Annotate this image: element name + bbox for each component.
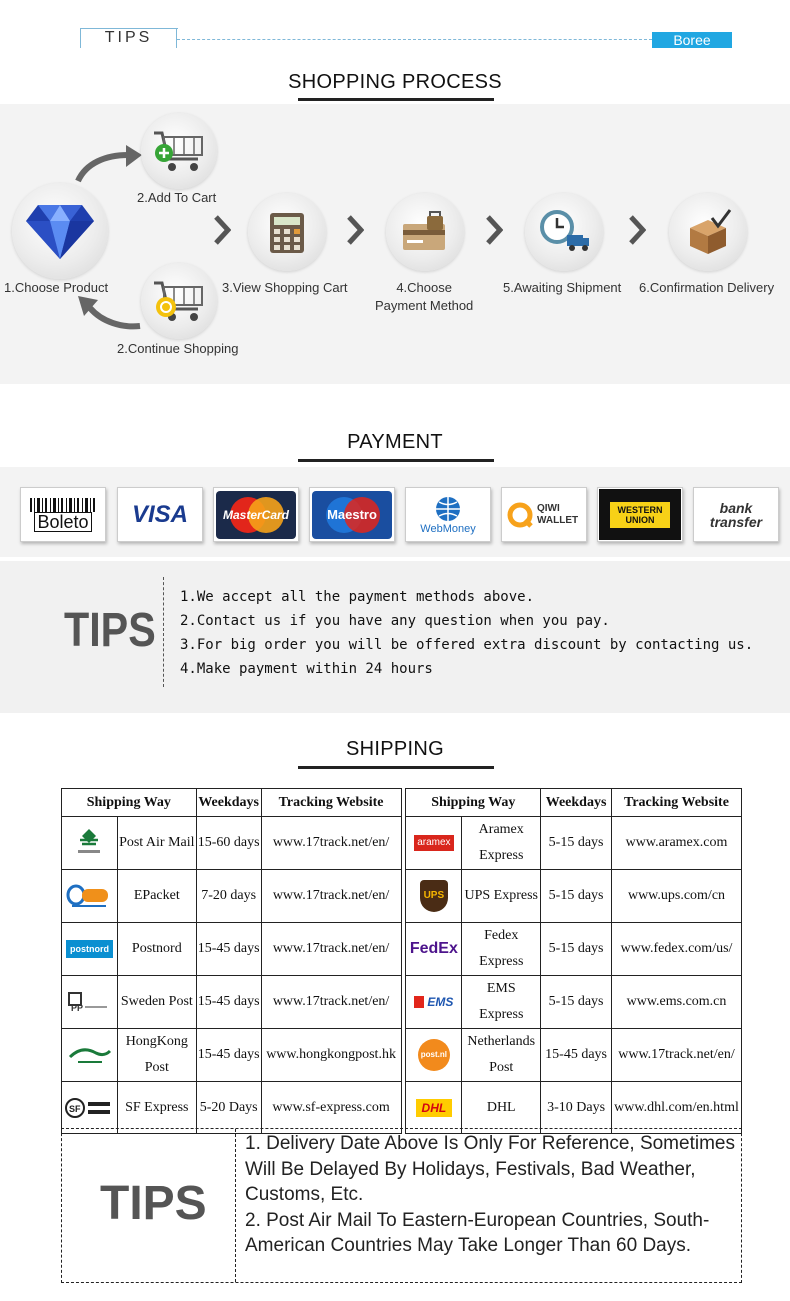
svg-text:SF: SF bbox=[69, 1103, 81, 1114]
weekdays: 5-20 Days bbox=[196, 1082, 261, 1134]
webmoney-text: WebMoney bbox=[420, 522, 476, 535]
boxes-check-icon bbox=[682, 208, 734, 256]
mastercard-logo bbox=[213, 487, 299, 542]
webmoney-logo bbox=[405, 487, 491, 542]
tracking-website: www.ems.com.cn bbox=[612, 976, 742, 1029]
postnl-logo-text: post.nl bbox=[420, 1050, 447, 1059]
weekdays: 5-15 days bbox=[541, 817, 612, 870]
maestro-text: Maestro bbox=[327, 507, 377, 522]
shipping-way: Fedex Express bbox=[462, 923, 541, 976]
view-cart-step bbox=[248, 193, 326, 271]
shopping-process-title: SHOPPING PROCESS bbox=[288, 71, 502, 93]
clock-truck-icon bbox=[537, 209, 591, 255]
payment-tips-list bbox=[180, 585, 753, 681]
step-continue-shopping-label: 2.Continue Shopping bbox=[117, 341, 239, 356]
shipping-way: Netherlands Post bbox=[462, 1029, 541, 1082]
visa-text: VISA bbox=[131, 500, 188, 528]
shipping-way: Postnord bbox=[117, 923, 196, 976]
mastercard-text: MasterCard bbox=[222, 507, 290, 522]
hongkong-post-icon bbox=[66, 1043, 112, 1067]
postnord-logo bbox=[62, 923, 118, 976]
tracking-website: www.aramex.com bbox=[612, 817, 742, 870]
shipping-table bbox=[61, 788, 742, 1134]
bank-transfer-logo bbox=[693, 487, 779, 542]
sweden-post-icon bbox=[67, 991, 111, 1013]
payment-tips-divider bbox=[163, 577, 164, 687]
western-union-logo bbox=[597, 487, 683, 542]
china-post-logo bbox=[62, 817, 118, 870]
ems-logo bbox=[406, 976, 462, 1029]
ups-logo bbox=[406, 870, 462, 923]
table-row bbox=[62, 1029, 742, 1082]
step-payment-method-label bbox=[375, 279, 473, 315]
shipping-way: DHL bbox=[462, 1082, 541, 1134]
weekdays: 15-45 days bbox=[196, 923, 261, 976]
chevron-right-icon bbox=[346, 214, 364, 246]
step-payment-label-line2: Payment Method bbox=[375, 298, 474, 313]
shipping-way: Post Air Mail bbox=[117, 817, 196, 870]
payment-tip: 1.We accept all the payment methods above. bbox=[180, 589, 535, 605]
header-shipping-way: Shipping Way bbox=[406, 789, 541, 817]
tracking-website: www.17track.net/en/ bbox=[261, 923, 401, 976]
table-row bbox=[62, 1082, 742, 1134]
weekdays: 7-20 days bbox=[196, 870, 261, 923]
tracking-website: www.17track.net/en/ bbox=[261, 976, 401, 1029]
payment-tip: 2.Contact us if you have any question when you pay. bbox=[180, 613, 610, 629]
hongkong-post-logo bbox=[62, 1029, 118, 1082]
choose-product-step bbox=[12, 183, 108, 279]
shipping-tips-notes: 1. Delivery Date Above Is Only For Reference, Sometimes Will Be Delayed By Holidays, Festivals, Bad Weather, Customs, Etc. 2. Post Air Mail To Eastern-European Countries, South-American Countries May Take Longer Than 60 Days. bbox=[245, 1133, 735, 1256]
awaiting-shipment-step bbox=[525, 193, 603, 271]
boleto-logo bbox=[20, 487, 106, 542]
table-row bbox=[62, 870, 742, 923]
table-row bbox=[62, 817, 742, 870]
sf-express-icon bbox=[64, 1097, 114, 1119]
step-confirm-delivery-label: 6.Confirmation Delivery bbox=[639, 280, 775, 295]
western-union-text: WESTERN UNION bbox=[610, 502, 670, 528]
shipping-tips-box bbox=[61, 1128, 742, 1283]
shipping-way: SF Express bbox=[117, 1082, 196, 1134]
payment-rule bbox=[298, 459, 494, 462]
weekdays: 5-15 days bbox=[541, 976, 612, 1029]
weekdays: 15-45 days bbox=[541, 1029, 612, 1082]
header-tracking-website: Tracking Website bbox=[612, 789, 742, 817]
shopping-process-rule bbox=[298, 98, 494, 101]
shipping-tips-divider bbox=[235, 1129, 236, 1282]
shipping-way: EMS Express bbox=[462, 976, 541, 1029]
header-tracking-website: Tracking Website bbox=[261, 789, 401, 817]
qiwi-logo bbox=[501, 487, 587, 542]
tracking-website: www.hongkongpost.hk bbox=[261, 1029, 401, 1082]
weekdays: 15-60 days bbox=[196, 817, 261, 870]
ups-logo-text: UPS bbox=[423, 890, 445, 901]
tips-tab: TIPS bbox=[80, 28, 177, 48]
qiwi-circle-icon bbox=[507, 502, 533, 528]
bank-card-lock-icon bbox=[399, 210, 451, 254]
qiwi-text: QIWI WALLET bbox=[537, 502, 579, 526]
step-awaiting-shipment-label: 5.Awaiting Shipment bbox=[503, 280, 622, 295]
step-add-to-cart-label: 2.Add To Cart bbox=[137, 190, 217, 205]
shipping-way: Aramex Express bbox=[462, 817, 541, 870]
globe-icon bbox=[434, 495, 462, 523]
step-payment-label-line1: 4.Choose bbox=[396, 280, 452, 295]
tracking-website: www.fedex.com/us/ bbox=[612, 923, 742, 976]
shipping-rule bbox=[298, 766, 494, 769]
bank-transfer-text: bank transfer bbox=[709, 499, 763, 530]
step-choose-product-label: 1.Choose Product bbox=[4, 280, 109, 295]
chevron-right-icon bbox=[628, 214, 646, 246]
cart-add-icon bbox=[150, 127, 208, 175]
epacket-icon bbox=[66, 883, 112, 909]
epacket-logo bbox=[62, 870, 118, 923]
shipping-way: EPacket bbox=[117, 870, 196, 923]
step-view-cart-label: 3.View Shopping Cart bbox=[222, 280, 348, 295]
payment-tips-heading: TIPS bbox=[64, 604, 156, 657]
shipping-tips-heading: TIPS bbox=[100, 1177, 207, 1230]
curved-arrow-up-icon bbox=[72, 145, 144, 185]
header-weekdays: Weekdays bbox=[196, 789, 261, 817]
shipping-header-row bbox=[62, 789, 742, 817]
weekdays: 5-15 days bbox=[541, 923, 612, 976]
aramex-logo-text: aramex bbox=[414, 835, 453, 851]
weekdays: 15-45 days bbox=[196, 1029, 261, 1082]
diamond-icon bbox=[24, 201, 96, 261]
postnord-logo-text: postnord bbox=[66, 940, 113, 958]
sf-express-logo bbox=[62, 1082, 118, 1134]
payment-title: PAYMENT bbox=[347, 431, 443, 453]
shipping-title: SHIPPING bbox=[346, 738, 444, 760]
table-row bbox=[62, 976, 742, 1029]
maestro-logo bbox=[309, 487, 395, 542]
calculator-icon bbox=[262, 207, 312, 257]
fedex-logo bbox=[406, 923, 462, 976]
sweden-post-logo bbox=[62, 976, 118, 1029]
dhl-logo bbox=[406, 1082, 462, 1134]
header-shipping-way: Shipping Way bbox=[62, 789, 197, 817]
tracking-website: www.ups.com/cn bbox=[612, 870, 742, 923]
payment-tip: 3.For big order you will be offered extra discount by contacting us. bbox=[180, 637, 754, 653]
confirm-delivery-step bbox=[669, 193, 747, 271]
chevron-right-icon bbox=[213, 214, 231, 246]
brand-badge: Boree bbox=[652, 32, 732, 48]
barcode-icon bbox=[28, 498, 98, 512]
fedex-logo-text: FedEx bbox=[409, 940, 458, 957]
boleto-text: Boleto bbox=[34, 512, 91, 532]
header-divider bbox=[177, 39, 652, 40]
visa-logo bbox=[117, 487, 203, 542]
postnl-logo bbox=[406, 1029, 462, 1082]
curved-arrow-back-icon bbox=[76, 292, 146, 332]
continue-shopping-step bbox=[141, 263, 217, 339]
tracking-website: www.dhl.com/en.html bbox=[612, 1082, 742, 1134]
aramex-logo bbox=[406, 817, 462, 870]
add-to-cart-step bbox=[141, 113, 217, 189]
shipping-way: Sweden Post bbox=[117, 976, 196, 1029]
tracking-website: www.17track.net/en/ bbox=[261, 817, 401, 870]
tracking-website: www.17track.net/en/ bbox=[261, 870, 401, 923]
weekdays: 15-45 days bbox=[196, 976, 261, 1029]
svg-text:PP: PP bbox=[71, 1003, 84, 1013]
header-bar bbox=[80, 28, 732, 50]
ems-logo-text: EMS bbox=[414, 996, 453, 1008]
china-post-icon bbox=[72, 826, 106, 860]
tracking-website: www.17track.net/en/ bbox=[612, 1029, 742, 1082]
tracking-website: www.sf-express.com bbox=[261, 1082, 401, 1134]
shipping-way: UPS Express bbox=[462, 870, 541, 923]
payment-tip: 4.Make payment within 24 hours bbox=[180, 661, 433, 677]
chevron-right-icon bbox=[485, 214, 503, 246]
weekdays: 3-10 Days bbox=[541, 1082, 612, 1134]
header-weekdays: Weekdays bbox=[541, 789, 612, 817]
shipping-way: HongKong Post bbox=[117, 1029, 196, 1082]
cart-refresh-icon bbox=[150, 277, 208, 325]
table-row bbox=[62, 923, 742, 976]
dhl-logo-text: DHL bbox=[416, 1099, 453, 1117]
weekdays: 5-15 days bbox=[541, 870, 612, 923]
payment-method-step bbox=[386, 193, 464, 271]
